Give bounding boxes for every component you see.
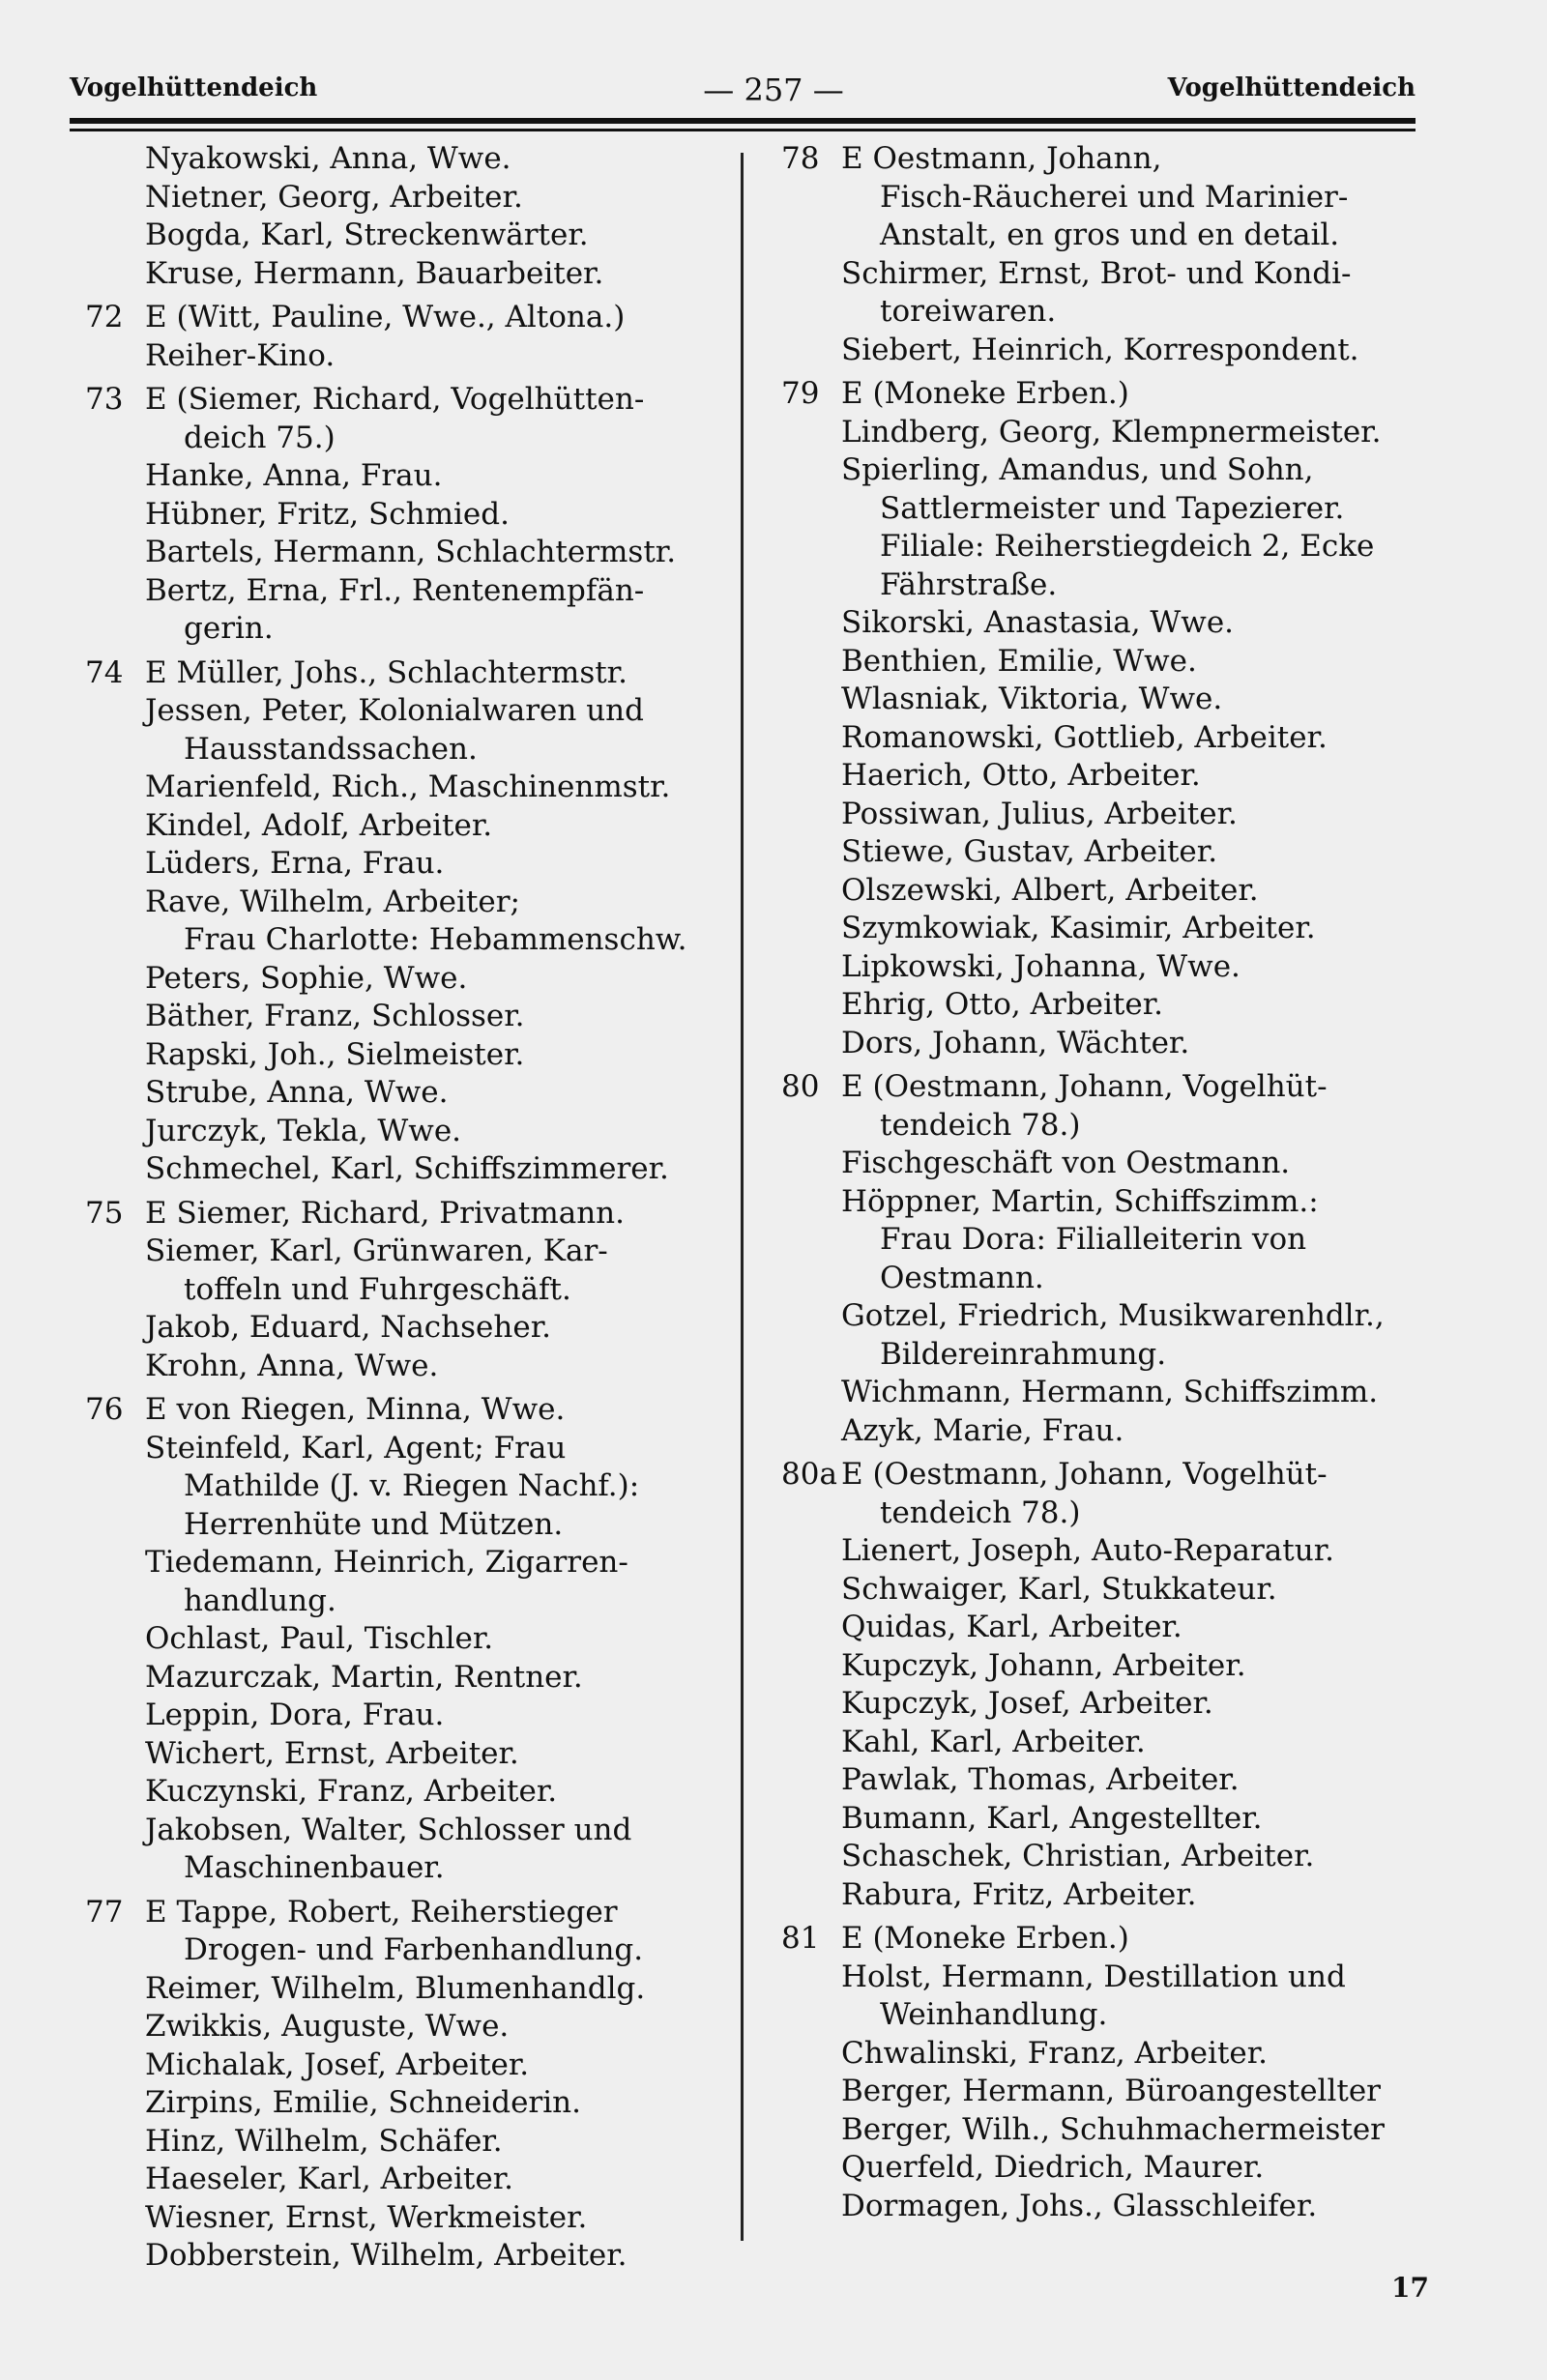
house-number: 78 bbox=[781, 141, 820, 176]
house-entry bbox=[85, 1195, 729, 1234]
entry-line: Lindberg, Georg, Klempnermeister. bbox=[841, 414, 1382, 450]
entry-line: toffeln und Fuhrgeschäft. bbox=[184, 1271, 571, 1307]
resident-entry bbox=[781, 719, 1429, 758]
entry-line: Wichmann, Hermann, Schiffszimm. bbox=[841, 1375, 1379, 1409]
resident-entry bbox=[781, 2073, 1429, 2111]
house-number: 80 bbox=[781, 1069, 820, 1104]
resident-entry bbox=[781, 1025, 1429, 1063]
entry-line: Fischgeschäft von Oestmann. bbox=[841, 1146, 1291, 1180]
right-column bbox=[781, 140, 1429, 2225]
entry-line: E (Moneke Erben.) bbox=[841, 1921, 1129, 1956]
entry-line: Dobberstein, Wilhelm, Arbeiter. bbox=[145, 2238, 628, 2273]
entry-line: Bildereinrahmung. bbox=[880, 1336, 1167, 1372]
entry-line: Nyakowski, Anna, Wwe. bbox=[145, 141, 511, 176]
resident-entry bbox=[85, 457, 729, 496]
entry-line: Kruse, Hermann, Bauarbeiter. bbox=[145, 255, 604, 291]
house-entry bbox=[781, 1068, 1429, 1145]
resident-entry bbox=[85, 572, 729, 649]
house-number: 75 bbox=[85, 1195, 124, 1231]
entry-line: Frau Dora: Filialleiterin von bbox=[880, 1222, 1307, 1257]
resident-entry bbox=[781, 1297, 1429, 1374]
entry-line: Hanke, Anna, Frau. bbox=[145, 458, 443, 493]
entry-line: Mathilde (J. v. Riegen Nachf.): bbox=[184, 1468, 640, 1503]
entry-line: Romanowski, Gottlieb, Arbeiter. bbox=[841, 719, 1328, 755]
resident-entry bbox=[85, 692, 729, 769]
entry-line: Haerich, Otto, Arbeiter. bbox=[841, 758, 1201, 793]
entry-line: Wichert, Ernst, Arbeiter. bbox=[145, 1735, 519, 1771]
entry-line: deich 75.) bbox=[184, 420, 336, 455]
house-number: 73 bbox=[85, 382, 124, 417]
resident-entry bbox=[781, 1724, 1429, 1762]
resident-entry bbox=[85, 1074, 729, 1113]
entry-line: Steinfeld, Karl, Agent; Frau bbox=[145, 1430, 567, 1466]
resident-entry bbox=[85, 2008, 729, 2046]
resident-entry bbox=[85, 1036, 729, 1075]
resident-entry bbox=[85, 140, 729, 179]
left-column bbox=[85, 140, 729, 2276]
entry-line: Filiale: Reiherstiegdeich 2, Ecke bbox=[880, 529, 1375, 564]
resident-entry bbox=[85, 1620, 729, 1659]
house-entry bbox=[85, 654, 729, 693]
entry-line: Berger, Hermann, Büroangestellter bbox=[841, 2074, 1381, 2108]
house-entry bbox=[85, 1894, 729, 1970]
entry-line: Fährstraße. bbox=[880, 566, 1058, 602]
resident-entry bbox=[781, 1183, 1429, 1298]
entry-line: Krohn, Anna, Wwe. bbox=[145, 1348, 439, 1383]
entry-line: E (Oestmann, Johann, Vogelhüt- bbox=[841, 1457, 1328, 1492]
entry-line: Rapski, Joh., Sielmeister. bbox=[145, 1036, 525, 1072]
resident-entry bbox=[85, 2199, 729, 2238]
resident-entry bbox=[781, 451, 1429, 604]
resident-entry bbox=[781, 1532, 1429, 1571]
resident-entry bbox=[781, 2149, 1429, 2188]
resident-entry bbox=[85, 1233, 729, 1309]
entry-line: Nietner, Georg, Arbeiter. bbox=[145, 179, 523, 215]
entry-line: toreiwaren. bbox=[880, 294, 1057, 329]
entry-line: Kupczyk, Johann, Arbeiter. bbox=[841, 1647, 1246, 1683]
entry-line: Holst, Hermann, Destillation und bbox=[841, 1959, 1346, 1994]
entry-line: E Müller, Johs., Schlachtermstr. bbox=[145, 654, 628, 690]
entry-line: Marienfeld, Rich., Maschinenmstr. bbox=[145, 769, 671, 804]
resident-entry bbox=[781, 2111, 1429, 2150]
resident-entry bbox=[781, 1761, 1429, 1800]
resident-entry bbox=[781, 1685, 1429, 1724]
entry-line: Peters, Sophie, Wwe. bbox=[145, 960, 468, 996]
resident-entry bbox=[85, 1659, 729, 1698]
entry-line: Höppner, Martin, Schiffszimm.: bbox=[841, 1183, 1319, 1219]
entry-line: Drogen- und Farbenhandlung. bbox=[184, 1932, 644, 1967]
entry-line: E (Moneke Erben.) bbox=[841, 376, 1129, 411]
resident-entry bbox=[85, 1970, 729, 2009]
entry-line: Weinhandlung. bbox=[880, 1997, 1108, 2032]
resident-entry bbox=[85, 1150, 729, 1189]
resident-entry bbox=[85, 2084, 729, 2123]
entry-line: Maschinenbauer. bbox=[184, 1850, 445, 1885]
entry-line: E Siemer, Richard, Privatmann. bbox=[145, 1195, 625, 1231]
resident-entry bbox=[85, 217, 729, 255]
entry-line: Spierling, Amandus, und Sohn, bbox=[841, 452, 1314, 487]
house-number: 81 bbox=[781, 1921, 820, 1956]
resident-entry bbox=[85, 769, 729, 807]
resident-entry bbox=[85, 998, 729, 1036]
entry-line: Sattlermeister und Tapezierer. bbox=[880, 490, 1345, 526]
entry-line: Querfeld, Diedrich, Maurer. bbox=[841, 2150, 1265, 2185]
resident-entry bbox=[781, 1374, 1429, 1412]
resident-entry bbox=[85, 534, 729, 572]
house-entry bbox=[781, 1456, 1429, 1532]
entry-line: Szymkowiak, Kasimir, Arbeiter. bbox=[841, 911, 1316, 945]
entry-line: Bertz, Erna, Frl., Rentenempfän- bbox=[145, 572, 645, 608]
entry-line: Zwikkis, Auguste, Wwe. bbox=[145, 2009, 510, 2044]
entry-line: Bumann, Karl, Angestellter. bbox=[841, 1800, 1263, 1836]
resident-entry bbox=[781, 910, 1429, 948]
entry-line: Michalak, Josef, Arbeiter. bbox=[145, 2046, 530, 2082]
entry-line: Haeseler, Karl, Arbeiter. bbox=[145, 2162, 513, 2196]
resident-entry bbox=[85, 845, 729, 884]
entry-line: E (Oestmann, Johann, Vogelhüt- bbox=[841, 1069, 1328, 1104]
resident-entry bbox=[85, 2123, 729, 2162]
resident-entry bbox=[85, 2237, 729, 2276]
resident-entry bbox=[85, 1697, 729, 1735]
resident-entry bbox=[85, 1812, 729, 1888]
running-head-right: Vogelhüttendeich bbox=[1167, 73, 1416, 102]
entry-line: Schirmer, Ernst, Brot- und Kondi- bbox=[841, 255, 1352, 291]
house-entry bbox=[85, 1391, 729, 1430]
header-rule-thick bbox=[70, 118, 1416, 124]
resident-entry bbox=[781, 757, 1429, 796]
entry-line: Bartels, Hermann, Schlachtermstr. bbox=[145, 535, 677, 569]
resident-entry bbox=[781, 1145, 1429, 1183]
running-head-left: Vogelhüttendeich bbox=[70, 73, 318, 102]
entry-line: Chwalinski, Franz, Arbeiter. bbox=[841, 2035, 1269, 2071]
resident-entry bbox=[85, 337, 729, 376]
entry-line: E Oestmann, Johann, bbox=[841, 141, 1162, 176]
entry-line: Zirpins, Emilie, Schneiderin. bbox=[145, 2085, 581, 2120]
entry-line: Oestmann. bbox=[880, 1260, 1044, 1295]
entry-line: Benthien, Emilie, Wwe. bbox=[841, 643, 1197, 679]
house-number: 77 bbox=[85, 1894, 124, 1930]
entry-line: Jurczyk, Tekla, Wwe. bbox=[145, 1113, 462, 1148]
entry-line: Stiewe, Gustav, Arbeiter. bbox=[841, 834, 1218, 869]
resident-entry bbox=[85, 1309, 729, 1348]
entry-line: Hinz, Wilhelm, Schäfer. bbox=[145, 2123, 503, 2159]
entry-line: Bäther, Franz, Schlosser. bbox=[145, 999, 525, 1033]
entry-line: E Tappe, Robert, Reiherstieger bbox=[145, 1894, 618, 1930]
resident-entry bbox=[781, 255, 1429, 332]
entry-line: Frau Charlotte: Hebammenschw. bbox=[184, 922, 687, 957]
house-number: 72 bbox=[85, 300, 124, 334]
entry-line: Azyk, Marie, Frau. bbox=[841, 1412, 1124, 1448]
entry-line: Lipkowski, Johanna, Wwe. bbox=[841, 948, 1241, 984]
resident-entry bbox=[85, 1348, 729, 1386]
entry-line: Wiesner, Ernst, Werkmeister. bbox=[145, 2199, 588, 2235]
resident-entry bbox=[781, 1838, 1429, 1876]
resident-entry bbox=[781, 681, 1429, 719]
entry-line: Lüders, Erna, Frau. bbox=[145, 846, 445, 881]
entry-line: Siemer, Karl, Grünwaren, Kar- bbox=[145, 1234, 608, 1268]
entry-line: Fisch-Räucherei und Marinier- bbox=[880, 179, 1349, 215]
house-entry bbox=[781, 1920, 1429, 1959]
entry-line: E von Riegen, Minna, Wwe. bbox=[145, 1392, 566, 1427]
entry-line: Kindel, Adolf, Arbeiter. bbox=[145, 807, 493, 843]
house-number: 74 bbox=[85, 654, 124, 690]
entry-line: Jessen, Peter, Kolonialwaren und bbox=[145, 693, 644, 728]
house-number: 76 bbox=[85, 1392, 124, 1427]
resident-entry bbox=[781, 948, 1429, 987]
resident-entry bbox=[781, 2188, 1429, 2226]
entry-line: Hausstandssachen. bbox=[184, 731, 478, 767]
entry-line: Reiher-Kino. bbox=[145, 337, 336, 373]
resident-entry bbox=[85, 960, 729, 999]
sheet-signature: 17 bbox=[1391, 2272, 1429, 2304]
entry-line: Hübner, Fritz, Schmied. bbox=[145, 496, 510, 532]
entry-line: Possiwan, Julius, Arbeiter. bbox=[841, 796, 1238, 831]
resident-entry bbox=[781, 414, 1429, 452]
resident-entry bbox=[781, 332, 1429, 370]
entry-line: Berger, Wilh., Schuhmachermeister bbox=[841, 2111, 1385, 2147]
entry-line: Sikorski, Anastasia, Wwe. bbox=[841, 605, 1235, 640]
entry-line: Leppin, Dora, Frau. bbox=[145, 1698, 445, 1732]
resident-entry bbox=[781, 604, 1429, 643]
resident-entry bbox=[85, 884, 729, 960]
resident-entry bbox=[85, 1773, 729, 1812]
resident-entry bbox=[781, 796, 1429, 834]
resident-entry bbox=[781, 1571, 1429, 1610]
entry-line: Strube, Anna, Wwe. bbox=[145, 1075, 449, 1110]
entry-line: Kupczyk, Josef, Arbeiter. bbox=[841, 1686, 1213, 1721]
resident-entry bbox=[85, 179, 729, 218]
entry-line: Reimer, Wilhelm, Blumenhandlg. bbox=[145, 1970, 646, 2006]
resident-entry bbox=[781, 643, 1429, 682]
resident-entry bbox=[85, 1113, 729, 1151]
entry-line: Dormagen, Johs., Glasschleifer. bbox=[841, 2188, 1318, 2223]
entry-line: Schmechel, Karl, Schiffszimmerer. bbox=[145, 1151, 669, 1186]
entry-line: Bogda, Karl, Streckenwärter. bbox=[145, 218, 589, 252]
house-entry bbox=[85, 299, 729, 337]
column-divider bbox=[741, 153, 744, 2241]
entry-line: Siebert, Heinrich, Korrespondent. bbox=[841, 332, 1359, 367]
entry-line: E (Witt, Pauline, Wwe., Altona.) bbox=[145, 300, 626, 334]
entry-line: Kahl, Karl, Arbeiter. bbox=[841, 1724, 1146, 1759]
entry-line: Rabura, Fritz, Arbeiter. bbox=[841, 1876, 1197, 1912]
entry-line: Jakobsen, Walter, Schlosser und bbox=[145, 1812, 632, 1847]
entry-line: Herrenhüte und Mützen. bbox=[184, 1506, 564, 1542]
entry-line: Wlasniak, Viktoria, Wwe. bbox=[841, 682, 1223, 716]
resident-entry bbox=[85, 496, 729, 535]
entry-line: Rave, Wilhelm, Arbeiter; bbox=[145, 884, 520, 919]
resident-entry bbox=[781, 872, 1429, 911]
house-number: 80a bbox=[781, 1457, 837, 1492]
resident-entry bbox=[85, 807, 729, 846]
entry-line: Schwaiger, Karl, Stukkateur. bbox=[841, 1571, 1277, 1607]
resident-entry bbox=[781, 1412, 1429, 1451]
resident-entry bbox=[781, 833, 1429, 872]
entry-line: Kuczynski, Franz, Arbeiter. bbox=[145, 1774, 558, 1809]
entry-line: tendeich 78.) bbox=[880, 1107, 1081, 1143]
entry-line: Gotzel, Friedrich, Musikwarenhdlr., bbox=[841, 1298, 1385, 1333]
house-entry bbox=[781, 375, 1429, 414]
resident-entry bbox=[85, 2046, 729, 2085]
entry-line: handlung. bbox=[184, 1582, 336, 1618]
entry-line: gerin. bbox=[184, 611, 274, 646]
resident-entry bbox=[781, 1800, 1429, 1839]
resident-entry bbox=[85, 2161, 729, 2199]
entry-line: Ehrig, Otto, Arbeiter. bbox=[841, 987, 1163, 1022]
entry-line: E (Siemer, Richard, Vogelhütten- bbox=[145, 382, 645, 417]
entry-line: Olszewski, Albert, Arbeiter. bbox=[841, 872, 1259, 908]
resident-entry bbox=[85, 1544, 729, 1620]
resident-entry bbox=[781, 1647, 1429, 1686]
resident-entry bbox=[781, 1609, 1429, 1647]
resident-entry bbox=[781, 1959, 1429, 2035]
resident-entry bbox=[85, 255, 729, 294]
entry-line: Anstalt, en gros und en detail. bbox=[880, 218, 1340, 252]
resident-entry bbox=[85, 1430, 729, 1545]
entry-line: Mazurczak, Martin, Rentner. bbox=[145, 1659, 583, 1695]
page-number: — 257 — bbox=[703, 72, 844, 108]
header-rule-thin bbox=[70, 129, 1416, 131]
resident-entry bbox=[781, 2035, 1429, 2074]
entry-line: Lienert, Joseph, Auto-Reparatur. bbox=[841, 1533, 1334, 1568]
entry-line: Ochlast, Paul, Tischler. bbox=[145, 1621, 494, 1656]
entry-line: Schaschek, Christian, Arbeiter. bbox=[841, 1839, 1315, 1873]
entry-line: Dors, Johann, Wächter. bbox=[841, 1025, 1190, 1060]
house-number: 79 bbox=[781, 376, 820, 411]
entry-line: tendeich 78.) bbox=[880, 1495, 1081, 1530]
house-entry bbox=[85, 381, 729, 457]
entry-line: Tiedemann, Heinrich, Zigarren- bbox=[145, 1545, 628, 1580]
resident-entry bbox=[781, 986, 1429, 1025]
entry-line: Jakob, Eduard, Nachseher. bbox=[145, 1310, 551, 1345]
resident-entry bbox=[781, 1876, 1429, 1915]
entry-line: Pawlak, Thomas, Arbeiter. bbox=[841, 1762, 1240, 1797]
house-entry bbox=[781, 140, 1429, 255]
entry-line: Quidas, Karl, Arbeiter. bbox=[841, 1610, 1182, 1644]
resident-entry bbox=[85, 1735, 729, 1774]
